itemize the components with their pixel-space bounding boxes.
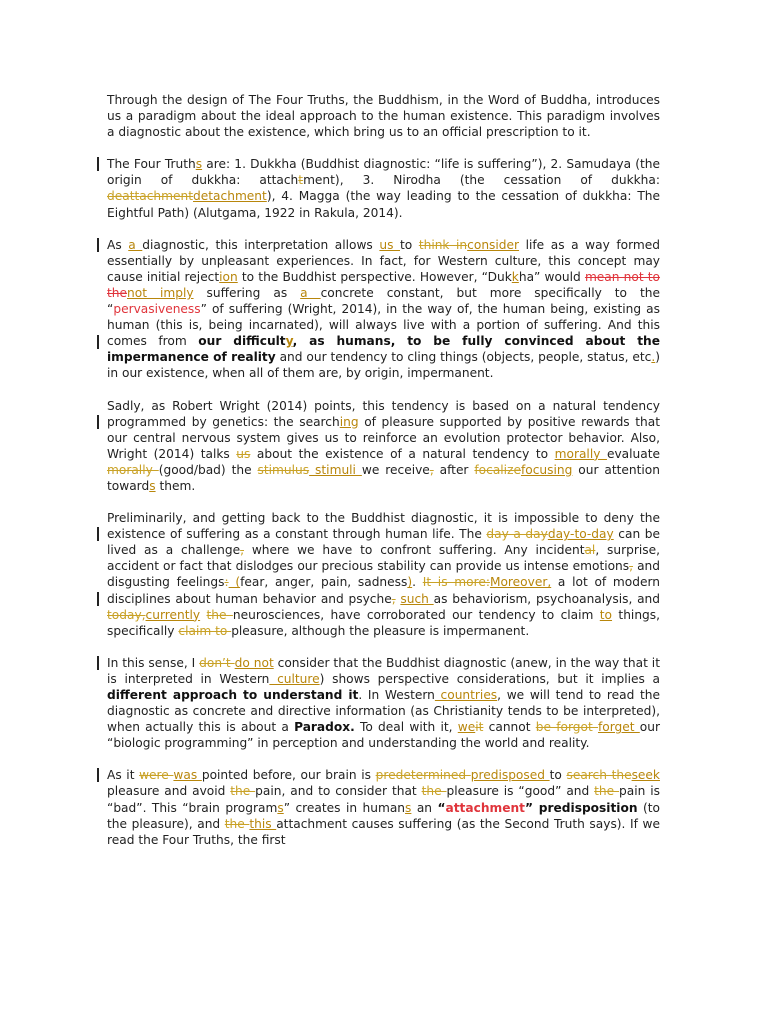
deletion: today,	[107, 607, 146, 622]
text: and disgusting feelings	[107, 559, 660, 590]
deletion: the	[206, 607, 233, 622]
deletion: predetermined	[375, 768, 471, 783]
text: ) shows perspective considerations, but it implies a	[319, 671, 660, 686]
text: we receive	[361, 462, 430, 477]
insertion: a	[300, 285, 321, 300]
text: after	[433, 462, 475, 477]
bold-text: Paradox.	[294, 720, 355, 735]
text: where we have to confront suffering. Any incident	[244, 543, 585, 558]
text: Preliminarily, and getting back to the Buddhist diagnostic, it is impossible to deny the existence of suffering as a constant through human life. The	[107, 511, 660, 542]
text: pain is “bad”. This “brain program	[107, 784, 660, 815]
insertion: countries	[434, 688, 498, 702]
deletion: us	[236, 446, 251, 461]
insertion: Moreover,	[489, 575, 552, 590]
insertion: ion	[219, 269, 238, 284]
deletion: :	[224, 575, 229, 590]
text: , we will tend to read the diagnostic as concrete and directive information (as Christianity tends to be interpreted), when actually this is about a	[107, 688, 661, 735]
text: , surprise, accident or fact that dislodges our precious stability can provide us intense emotions	[107, 543, 660, 574]
insertion: was	[173, 768, 202, 783]
deletion: It is more:	[422, 575, 490, 590]
text: things, specifically	[107, 607, 661, 638]
text: pain, and to consider that	[255, 784, 422, 799]
text: ), 4. Magga (the way leading to the cessation of dukkha: The Eightful Path) (Alutgama, 1922 in Rakula, 2014).	[107, 189, 660, 220]
text: ment), 3. Nirodha (the cessation of dukkha:	[303, 173, 660, 188]
insertion: (	[228, 575, 241, 590]
change-bar	[97, 335, 99, 349]
insertion: day-to-day	[547, 527, 614, 542]
text: a lot of modern disciplines about human behavior and psyche	[107, 575, 660, 606]
deletion: deattachment	[107, 189, 194, 204]
insertion: y	[285, 334, 293, 349]
insertion: s	[195, 157, 203, 172]
insertion: ing	[339, 414, 359, 429]
text: them.	[155, 478, 196, 493]
deletion: morally	[107, 462, 159, 477]
text: attachment causes suffering (as the Second Truth says). If we read the Four Truths, the first	[107, 816, 660, 847]
paragraph-1	[107, 92, 660, 140]
text: (to the pleasure), and	[107, 800, 660, 831]
bold-text: our difficult	[198, 334, 286, 349]
deletion: the	[230, 784, 256, 799]
change-bar	[97, 238, 99, 252]
paragraph-3	[107, 237, 660, 382]
emphasis-text: pervasiveness	[113, 302, 201, 317]
text: pleasure, although the pleasure is impermanent.	[231, 623, 530, 638]
insertion: .	[651, 350, 656, 365]
deletion: ,	[429, 462, 434, 477]
text: of pleasure supported by positive rewards that our central nervous system gives us to reinforce an evolution protector behavior. Also, Wright (2014) talks	[107, 414, 661, 461]
insertion: focusing	[520, 462, 573, 477]
deletion: claim to	[178, 623, 232, 638]
insertion: not imply	[127, 285, 194, 300]
text: ” of suffering (Wright, 2014), in the way of, the human being, existing as human (this is, being incarnated), will always live with a portion of suffering. And this comes from	[107, 302, 660, 349]
deletion: be forgot	[535, 720, 598, 735]
emphasis-bold-text: attachment	[445, 800, 525, 815]
text: our “biologic programming” in perception and understanding the world and reality.	[107, 720, 660, 751]
text: as behaviorism, psychoanalysis, and	[433, 591, 661, 606]
insertion: s	[149, 478, 156, 493]
insertion: s	[405, 800, 412, 815]
paragraph-2	[107, 156, 660, 220]
text: pointed before, our brain is	[201, 768, 376, 783]
text: The Four Truth	[107, 157, 196, 172]
text: fear, anger, pain, sadness	[240, 575, 408, 590]
text: suffering as	[193, 285, 301, 300]
text: to	[549, 768, 567, 783]
text: As	[107, 237, 129, 252]
text: In this sense, I	[107, 655, 200, 670]
deletion: the	[224, 816, 250, 831]
insertion: seek	[631, 768, 660, 783]
bold-text: “	[437, 800, 446, 815]
deletion: stimulus	[257, 462, 310, 477]
insertion: detachment	[193, 189, 267, 204]
text: Through the design of The Four Truths, the Buddhism, in the Word of Buddha, introduces us a paradigm about the ideal approach to the human existence. This paradigm involves a diagnostic about the existence, which bring us to an official prescription to it.	[107, 93, 660, 140]
change-bar	[97, 415, 99, 429]
insertion: to	[599, 607, 613, 622]
insertion: k	[511, 269, 519, 284]
insertion: forget	[597, 720, 640, 735]
change-bar	[97, 592, 99, 606]
deletion: the	[421, 784, 447, 799]
deletion: ,	[240, 543, 244, 558]
text: an	[411, 800, 438, 815]
bold-text: , as humans, to be fully convinced about the impermanence of reality	[107, 334, 660, 365]
text: are: 1. Dukkha (Buddhist diagnostic: “life is suffering”), 2. Samudaya (the origin of dukkha: attach	[107, 157, 660, 188]
text: life as a way formed essentially by unpleasant experiences. In fact, for Western culture, this concept may cause initial reject	[107, 237, 661, 284]
deletion: al	[584, 543, 596, 558]
insertion: us	[379, 237, 400, 252]
insertion: stimuli	[309, 462, 362, 477]
text: diagnostic, this interpretation allows	[142, 237, 380, 252]
insertion: do not	[234, 655, 274, 670]
change-bar	[97, 157, 99, 171]
deletion: search the	[566, 768, 632, 783]
insertion: a	[128, 237, 143, 252]
insertion: culture	[269, 671, 320, 686]
text: ” creates in human	[283, 800, 406, 815]
document-body	[107, 92, 660, 864]
text: evaluate	[606, 446, 660, 461]
change-bar	[97, 656, 99, 670]
text: As it	[107, 768, 140, 783]
deletion: it	[475, 720, 484, 735]
insertion: s	[277, 800, 284, 815]
deletion: focalize	[474, 462, 521, 477]
insertion: we	[457, 720, 476, 735]
text: to	[400, 237, 419, 252]
insertion: consider	[467, 237, 520, 252]
bold-text: ” predisposition	[524, 800, 638, 815]
text: . In Western	[358, 688, 435, 702]
insertion: such	[400, 591, 434, 606]
text: can be lived as a challenge	[107, 527, 660, 558]
paragraph-7	[107, 767, 660, 847]
text: our attention toward	[107, 462, 660, 493]
change-bar	[97, 768, 99, 782]
text: ha” would	[518, 269, 585, 284]
text: neurosciences, have corroborated our tendency to claim	[232, 607, 600, 622]
text: (good/bad) the	[158, 462, 258, 477]
text: cannot	[483, 720, 536, 735]
paragraph-6	[107, 655, 660, 752]
change-bar	[97, 527, 99, 541]
deletion: t	[298, 173, 304, 188]
deletion: don’t	[199, 655, 235, 670]
text: consider that the Buddhist diagnostic (anew, in the way that it is interpreted in Western	[107, 655, 660, 686]
bold-text: different approach to understand it	[107, 688, 359, 702]
deletion: mean not to the	[107, 269, 661, 300]
deletion: the	[594, 784, 620, 799]
text: pleasure and avoid	[107, 784, 231, 799]
text: .	[412, 575, 423, 590]
text: ) in our existence, when all of them are, by origin, impermanent.	[107, 350, 660, 381]
insertion: currently	[145, 607, 201, 622]
insertion: morally	[554, 446, 607, 461]
deletion: were	[139, 768, 174, 783]
text: and our tendency to cling things (objects, people, status, etc	[275, 350, 652, 365]
deletion: think in	[418, 237, 468, 252]
text: concrete constant, but more specifically to the “	[107, 285, 660, 317]
paragraph-4	[107, 398, 660, 495]
deletion: day a day	[486, 527, 548, 542]
paragraph-5	[107, 510, 660, 639]
insertion: )	[407, 575, 413, 590]
deletion: ,	[629, 559, 634, 574]
text: about the existence of a natural tendency to	[250, 446, 555, 461]
text: pleasure is “good” and	[446, 784, 595, 799]
deletion: ,	[391, 591, 396, 606]
insertion: this	[249, 816, 277, 831]
text: Sadly, as Robert Wright (2014) points, this tendency is based on a natural tendency programmed by genetics: the search	[107, 398, 660, 429]
text: to the Buddhist perspective. However, “Duk	[237, 269, 512, 284]
insertion: predisposed	[470, 768, 550, 783]
text: To deal with it,	[354, 720, 458, 735]
